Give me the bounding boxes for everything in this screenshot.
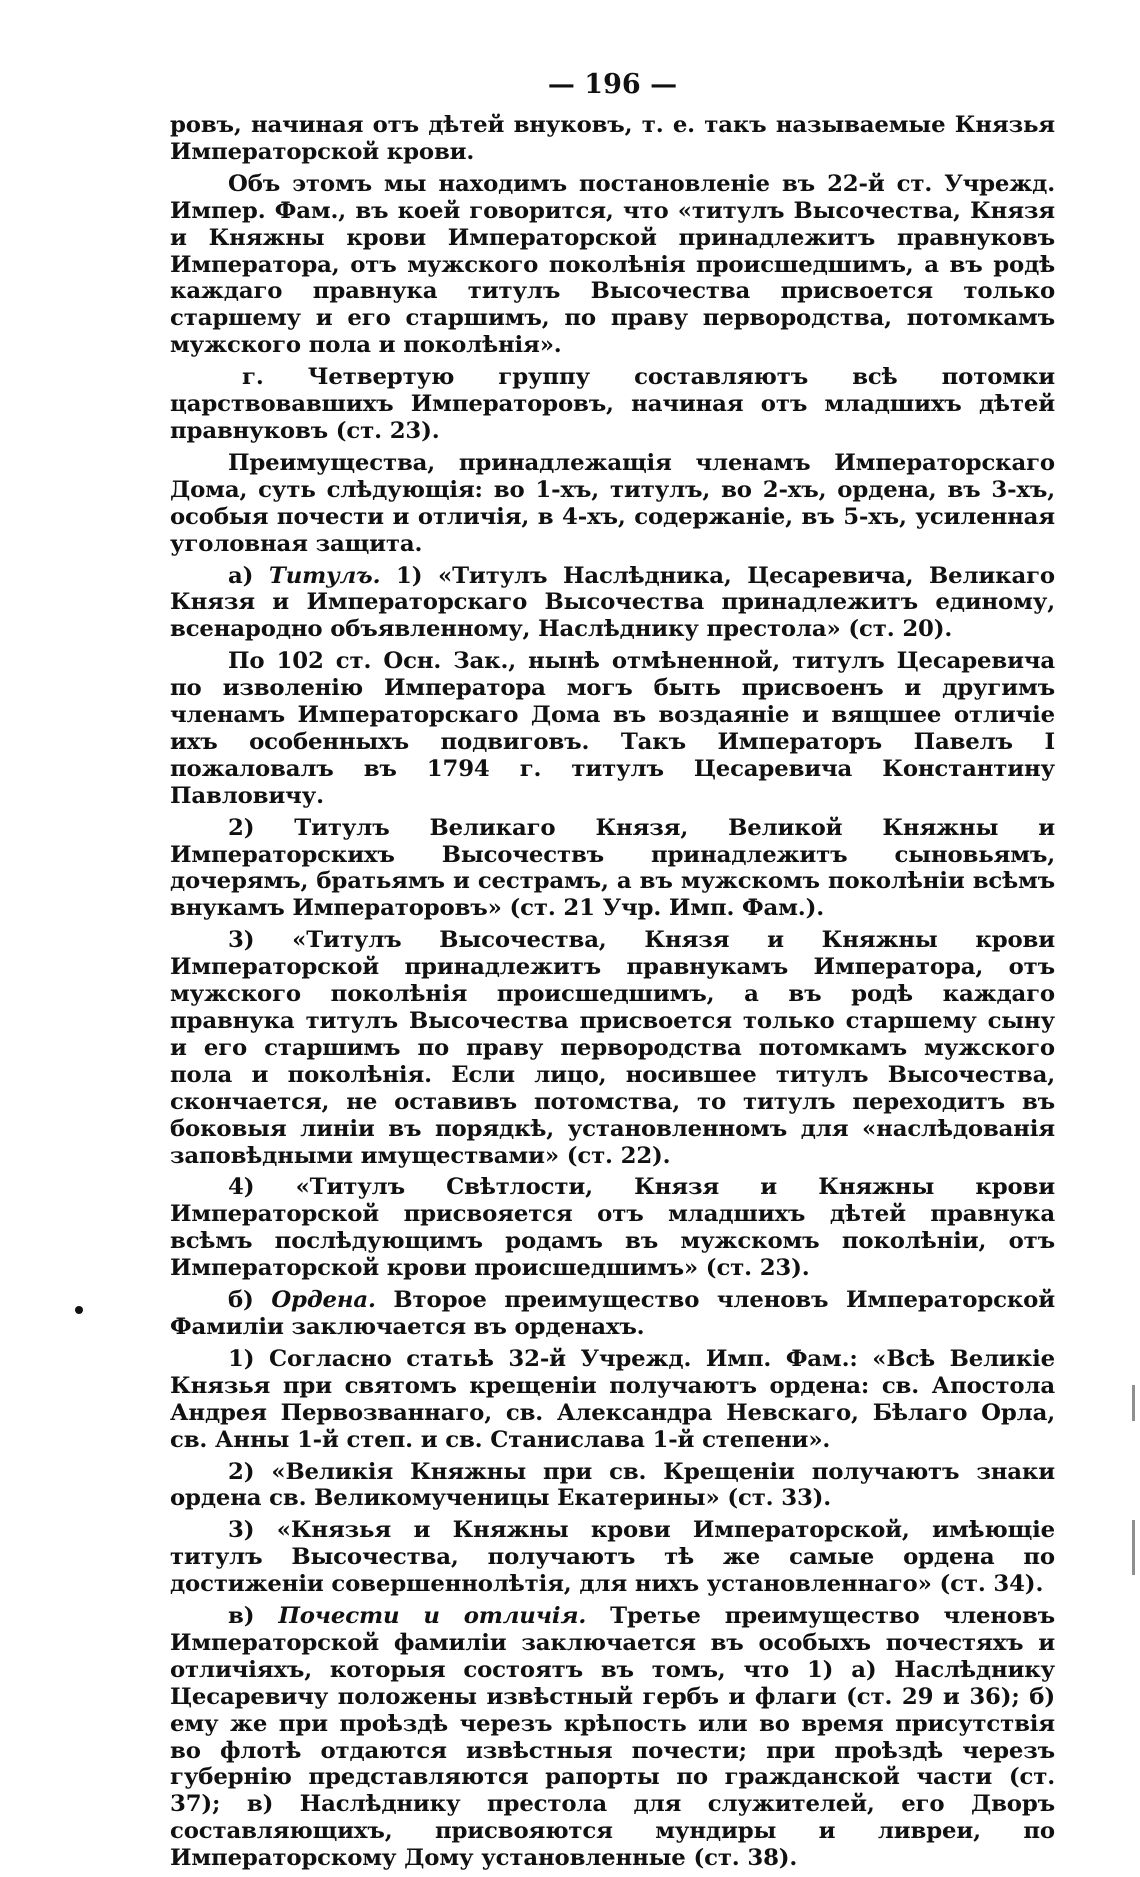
page-number: — 196 — — [547, 69, 678, 100]
paragraph-8: 3) «Титулъ Высочества, Князя и Княжны крови Императорской принадлежитъ правнукамъ Императора, отъ мужского поколѣнія происшедшимъ, а въ родѣ каждаго правнука титулъ Высочества присвоется только старшему сыну и его старшимъ по праву первородства потомкамъ мужского пола и поколѣнія. Если лицо, носившее титулъ Высочества, скончается, не оставивъ потомства, то титулъ переходитъ въ боковыя линіи въ порядкѣ, установленномъ для «наслѣдованія заповѣдными имуществами» (ст. 22). — [170, 927, 1055, 1169]
margin-dot — [75, 1306, 83, 1314]
paragraph-3: г. Четвертую группу составляютъ всѣ потомки царствовавшихъ Императоровъ, начиная отъ младшихъ дѣтей правнуковъ (ст. 23). — [170, 364, 1055, 444]
paragraph-5-text: 1) «Титулъ Наслѣдника, Цесаревича, Великаго Князя и Императорскаго Высочества принадлежитъ единому, всенародно объявленному, Наслѣднику престола» (ст. 20). — [170, 562, 1055, 643]
paragraph-honors-section — [170, 1603, 1055, 1872]
paragraph-10-text: Второе преимущество членовъ Императорской Фамиліи заключается въ орденахъ. — [170, 1287, 1055, 1340]
scan-edge-mark-upper — [1132, 1385, 1135, 1421]
paragraph-orders-section — [170, 1287, 1055, 1341]
paragraph-13: 3) «Князья и Княжны крови Императорской, имѣющіе титулъ Высочества, получаютъ тѣ же самые ордена по достиженіи совершеннолѣтія, для нихъ установленнаго» (ст. 34). — [170, 1517, 1055, 1598]
paragraph-11: 1) Согласно статьѣ 32-й Учрежд. Имп. Фам.: «Всѣ Великіе Князья при святомъ крещеніи получаютъ ордена: св. Апостола Андрея Первозваннаго, св. Александра Невскаго, Бѣлаго Орла, св. Анны 1-й степ. и св. Станислава 1-й степени». — [170, 1345, 1055, 1453]
paragraph-title-section — [170, 563, 1055, 644]
paragraph-1: ровъ, начиная отъ дѣтей внуковъ, т. е. такъ называемые Князья Императорской крови. — [170, 112, 1055, 165]
section-heading-orders: Ордена. — [271, 1287, 376, 1314]
paragraph-14-text: Третье преимущество членовъ Императорской фамиліи заключается въ особыхъ почестяхъ и отличіяхъ, которыя состоятъ въ томъ, что 1) а) Наслѣднику Цесаревичу положены извѣстный гербъ и флаги (ст. 29 и 36); б) ему же при проѣздѣ черезъ крѣпость или во время присутствія во флотѣ отдаются извѣстныя почести; при проѣздѣ черезъ губернію представляются рапорты по гражданской части (ст. 37); в) Наслѣднику престола для служителей, его Дворъ составляющихъ, присвояются мундиры и ливреи, по Императорскому Дому установленные (ст. 38). — [170, 1603, 1055, 1872]
scan-edge-mark-lower — [1132, 1520, 1135, 1575]
section-heading-title: Титулъ. — [268, 562, 381, 589]
paragraph-4: Преимущества, принадлежащія членамъ Императорскаго Дома, суть слѣдующія: во 1-хъ, титулъ, во 2-хъ, ордена, въ 3-хъ, особыя почести и отличія, в 4-хъ, содержаніе, въ 5-хъ, усиленная уголовная защита. — [170, 449, 1055, 557]
paragraph-7: 2) Титулъ Великаго Князя, Великой Княжны и Императорскихъ Высочествъ принадлежитъ сыновьямъ, дочерямъ, братьямъ и сестрамъ, а въ мужскомъ поколѣніи всѣмъ внукамъ Императоровъ» (ст. 21 Учр. Имп. Фам.). — [170, 814, 1055, 922]
document-page — [170, 62, 1055, 1877]
section-label-a: а) — [228, 562, 254, 589]
paragraph-2: Объ этомъ мы находимъ постановленіе въ 22-й ст. Учрежд. Импер. Фам., въ коей говорится, что «титулъ Высочества, Князя и Княжны крови Императорской принадлежитъ правнуковъ Императора, отъ мужского поколѣнія происшедшимъ, а въ родѣ каждаго правнука титулъ Высочества присвоется только старшему и его старшимъ, по праву первородства, потомкамъ мужского пола и поколѣнія». — [170, 170, 1055, 359]
paragraph-12: 2) «Великія Княжны при св. Крещеніи получаютъ знаки ордена св. Великомученицы Екатерины» (ст. 33). — [170, 1458, 1055, 1512]
paragraph-6: По 102 ст. Осн. Зак., нынѣ отмѣненной, титулъ Цесаревича по изволенію Императора могъ быть присвоенъ и другимъ членамъ Императорскаго Дома въ воздаяніе и вящшее отличіе ихъ особенныхъ подвиговъ. Такъ Императоръ Павелъ I пожаловалъ въ 1794 г. титулъ Цесаревича Константину Павловичу. — [170, 648, 1055, 809]
section-label-b: б) — [228, 1287, 254, 1314]
paragraph-9: 4) «Титулъ Свѣтлости, Князя и Княжны крови Императорской присвояется отъ младшихъ дѣтей правнука всѣмъ послѣдующимъ родамъ въ мужскомъ поколѣніи, отъ Императорской крови происшедшимъ» (ст. 23). — [170, 1174, 1055, 1282]
section-heading-honors: Почести и отличія. — [278, 1603, 587, 1630]
section-label-v: в) — [228, 1603, 255, 1630]
